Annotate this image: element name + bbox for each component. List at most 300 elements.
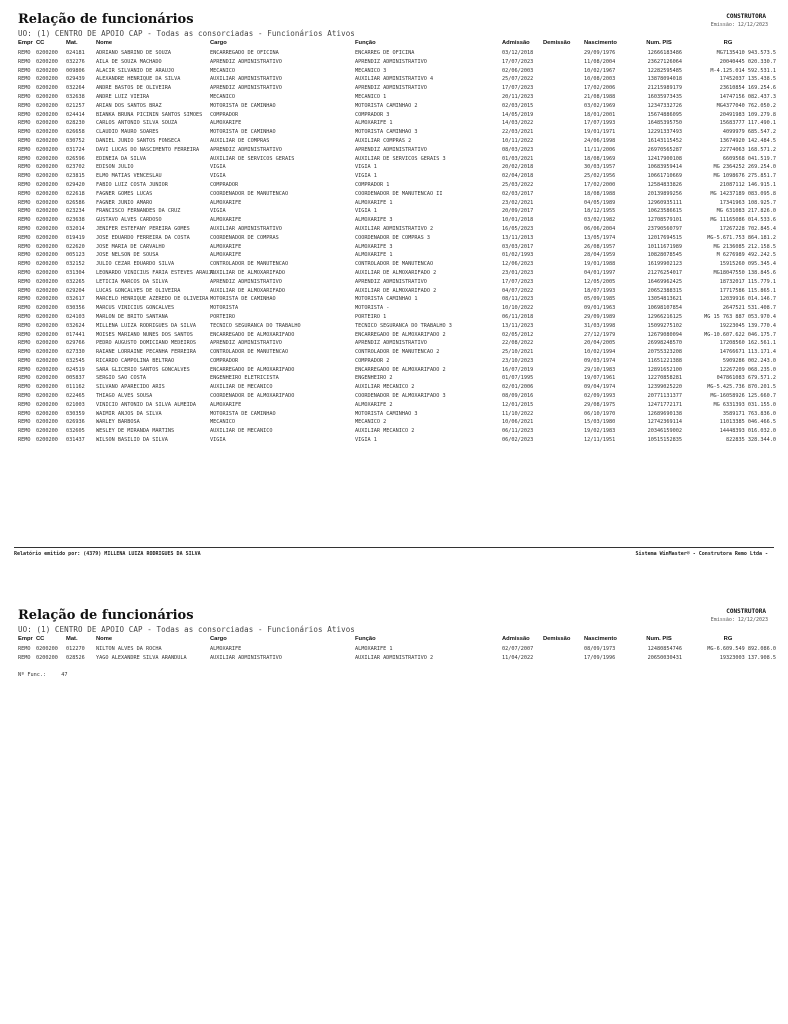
cell-funcao: COMPRADOR 1: [355, 181, 390, 188]
cell-funcao: VIGIA 1: [355, 173, 377, 180]
col-nome: Nome: [96, 636, 113, 642]
cell-admissao: 01/03/2021: [502, 155, 534, 162]
cell-nascimento: 19/01/1971: [584, 129, 616, 136]
cell-funcao: ALMOXARIFE 2: [355, 401, 393, 408]
table-row: [18, 655, 788, 664]
cell-rg: 6609568 041.519.7: [722, 155, 776, 162]
cell-funcao: ENCARREGADO DE ALMOXARIFADO 2: [355, 331, 446, 338]
cell-mat: 027330: [66, 349, 85, 356]
cell-mat: 032638: [66, 93, 85, 100]
cell-cc: 0200200: [36, 164, 58, 171]
cell-nascimento: 28/04/1959: [584, 252, 616, 259]
cell-cc: 0200200: [36, 111, 58, 118]
cell-rg: 4099979 685.547.2: [722, 129, 776, 136]
cell-nascimento: 18/12/1955: [584, 208, 616, 215]
cell-rg: 20040445 020.330.7: [719, 58, 776, 65]
table-row: [18, 349, 788, 358]
cell-rg: M 6276989 492.242.5: [716, 252, 776, 259]
cell-funcao: MECANICO 2: [355, 419, 387, 426]
cell-empr: REMO: [18, 217, 31, 224]
cell-rg: MG 14237189 083.095.8: [710, 190, 776, 197]
cell-empr: REMO: [18, 428, 31, 435]
cell-admissao: 08/09/2016: [502, 393, 534, 400]
col-rg: RG: [723, 40, 733, 46]
cell-nascimento: 09/04/1974: [584, 384, 616, 391]
cell-admissao: 25/07/2022: [502, 76, 534, 83]
company-name-page-2: CONSTRUTORA: [726, 608, 766, 615]
cell-funcao: ALMOXARIFE 1: [355, 252, 393, 259]
cell-nome: WAIMIR ANJOS DA SILVA: [96, 410, 162, 417]
cell-pis: 16485395750: [647, 120, 682, 127]
table-row: [18, 217, 788, 226]
cell-empr: REMO: [18, 93, 31, 100]
cell-cargo: MOTORISTA DE CAMINHAO: [210, 102, 276, 109]
cell-nome: DAVI LUCAS DO NASCIMENTO FERREIRA: [96, 146, 200, 153]
cell-cargo: COORDENADOR DE MANUTENCAO: [210, 190, 289, 197]
cell-funcao: ALMOXARIFE 1: [355, 646, 393, 652]
cell-funcao: ENCARREG DE OFICINA: [355, 50, 415, 56]
cell-pis: 12282595485: [647, 67, 682, 74]
cell-nascimento: 26/08/1957: [584, 243, 616, 250]
cell-cc: 0200200: [36, 296, 58, 303]
cell-mat: 023234: [66, 208, 85, 215]
cell-pis: 12399025220: [647, 384, 682, 391]
cell-mat: 012270: [66, 646, 85, 652]
table-row: [18, 437, 788, 446]
cell-mat: 005837: [66, 375, 85, 382]
cell-empr: REMO: [18, 243, 31, 250]
cell-admissao: 03/03/2017: [502, 243, 534, 250]
cell-pis: 10623586615: [647, 208, 682, 215]
cell-mat: 011162: [66, 384, 85, 391]
cell-funcao: APRENDIZ ADMINISTRATIVO: [355, 58, 427, 65]
cell-nascimento: 19/07/1961: [584, 375, 616, 382]
cell-cc: 0200200: [36, 67, 58, 74]
cell-rg: MG-5.671.753 864.181.2: [707, 234, 776, 241]
col-rg: RG: [723, 636, 733, 642]
cell-rg: 5909286 002.243.0: [722, 357, 776, 364]
cell-rg: MG 6331393 031.155.0: [713, 401, 776, 408]
cell-nascimento: 03/02/1982: [584, 217, 616, 224]
cell-cc: 0200200: [36, 278, 58, 285]
cell-admissao: 12/06/2023: [502, 261, 534, 268]
cell-cc: 0200200: [36, 129, 58, 136]
cell-funcao: MOTORISTA CAMINHAO 3: [355, 410, 418, 417]
cell-nome: VINICIO ANTONIO DA SILVA ALMEIDA: [96, 401, 196, 408]
cell-nome: CLAUDIO MAURO SOARES: [96, 129, 159, 136]
cell-pis: 16199902123: [647, 261, 682, 268]
cell-cargo: VIGIA: [210, 208, 226, 215]
cell-nome: ALACIR SILVANIO DE ARAUJO: [96, 67, 175, 74]
cell-cargo: AUXILIAR DE MECANICO: [210, 428, 273, 435]
cell-cc: 0200200: [36, 331, 58, 338]
table-row: [18, 358, 788, 367]
cell-empr: REMO: [18, 410, 31, 417]
table-row: [18, 402, 788, 411]
cell-nome: SERGIO SAO COSTA: [96, 375, 146, 382]
col-cc: CC: [36, 40, 45, 46]
cell-pis: 15099275102: [647, 322, 682, 329]
cell-cargo: MECANICO: [210, 67, 235, 74]
cell-empr: REMO: [18, 208, 31, 215]
cell-rg: 14448393 016.032.0: [719, 428, 776, 435]
cell-cargo: VIGIA: [210, 437, 226, 444]
cell-admissao: 03/12/2018: [502, 50, 534, 56]
col-empr: Empr: [18, 636, 33, 642]
table-row: [18, 288, 788, 297]
report-subtitle: UO: (1) CENTRO DE APOIO CAP - Todas as consorciadas - Funcionários Ativos: [18, 29, 355, 38]
cell-mat: 030752: [66, 137, 85, 144]
table-row: [18, 191, 788, 200]
cell-mat: 028526: [66, 654, 85, 661]
cell-admissao: 23/01/2023: [502, 269, 534, 276]
cell-rg: MG 2136085 212.158.5: [713, 243, 776, 250]
table-row: [18, 419, 788, 428]
cell-mat: 032014: [66, 225, 85, 232]
cell-pis: 12742369114: [647, 419, 682, 426]
cell-pis: 15674886095: [647, 111, 682, 118]
cell-admissao: 14/03/2022: [502, 120, 534, 127]
cell-admissao: 11/04/2022: [502, 654, 534, 661]
cell-nascimento: 10/02/1994: [584, 349, 616, 356]
col-demissao: Demissão: [543, 40, 571, 46]
cell-nascimento: 18/08/1969: [584, 155, 616, 162]
cell-nome: CARLOS ANTONIO SILVA SOUZA: [96, 120, 178, 127]
cell-pis: 12270858281: [647, 375, 682, 382]
cell-nascimento: 25/02/1956: [584, 173, 616, 180]
cell-nome: MARCUS VINICIUS GONCALVES: [96, 305, 175, 312]
table-row: [18, 305, 788, 314]
table-row: [18, 428, 788, 437]
cell-nome: LEONARDO VINICIUS FARIA ESTEVES ARAUJO: [96, 269, 215, 276]
cell-nascimento: 19/01/1988: [584, 261, 616, 268]
cell-rg: MG 1098676 275.851.7: [713, 173, 776, 180]
cell-cc: 0200200: [36, 225, 58, 232]
table-row: [18, 314, 788, 323]
cell-cargo: APRENDIZ ADMINISTRATIVO: [210, 340, 282, 347]
cell-cc: 0200200: [36, 181, 58, 188]
cell-cc: 0200200: [36, 199, 58, 206]
cell-nascimento: 04/01/1997: [584, 269, 616, 276]
cell-pis: 12017694515: [647, 234, 682, 241]
cell-nome: FAGNER GOMES LUCAS: [96, 190, 153, 197]
cell-admissao: 14/05/2019: [502, 111, 534, 118]
cell-mat: 023815: [66, 173, 85, 180]
cell-admissao: 17/07/2023: [502, 278, 534, 285]
cell-pis: 12891652100: [647, 366, 682, 373]
cell-admissao: 17/07/2023: [502, 58, 534, 65]
cell-nascimento: 29/09/1989: [584, 313, 616, 320]
cell-nascimento: 29/09/1976: [584, 50, 616, 56]
cell-cc: 0200200: [36, 646, 58, 652]
cell-empr: REMO: [18, 437, 31, 444]
cell-nome: ADRIANO SABRINO DE SOUZA: [96, 50, 171, 56]
cell-rg: 22774063 168.571.2: [719, 146, 776, 153]
cell-empr: REMO: [18, 181, 31, 188]
cell-funcao: MOTORISTA CAMINHAO 2: [355, 102, 418, 109]
cell-empr: REMO: [18, 85, 31, 92]
cell-cargo: APRENDIZ ADMINISTRATIVO: [210, 58, 282, 65]
cell-funcao: ENGENHEIRO 2: [355, 375, 393, 382]
cell-nome: FAGNER JUNIO AMARO: [96, 199, 153, 206]
cell-nome: MILLENA LUIZA RODRIGUES DA SILVA: [96, 322, 196, 329]
cell-nome: NILTON ALVES DA ROCHA: [96, 646, 162, 652]
cell-admissao: 01/07/1995: [502, 375, 534, 382]
cell-admissao: 13/11/2013: [502, 234, 534, 241]
cell-admissao: 10/10/2022: [502, 305, 534, 312]
cell-nome: SARA GLICERIO SANTOS GONCALVES: [96, 366, 190, 373]
cell-mat: 032265: [66, 278, 85, 285]
cell-mat: 032152: [66, 261, 85, 268]
cell-nascimento: 17/09/1996: [584, 654, 616, 661]
cell-mat: 032276: [66, 58, 85, 65]
cell-mat: 022465: [66, 393, 85, 400]
table-row: [18, 235, 788, 244]
footer-emitted-by: Relatório emitido por: (4379) MILLENA LUIZA RODRIGUES DA SILVA: [14, 551, 201, 557]
cell-pis: 12347332726: [647, 102, 682, 109]
cell-cargo: MOTORISTA DE CAMINHAO: [210, 129, 276, 136]
cell-nascimento: 11/11/2006: [584, 146, 616, 153]
cell-pis: 10698107854: [647, 305, 682, 312]
table-row: [18, 76, 788, 85]
cell-empr: REMO: [18, 155, 31, 162]
cell-cargo: ENCARREGADO DE ALMOXARIFADO: [210, 366, 295, 373]
cell-nome: RICARDO CAMPOLINA BELTRAO: [96, 357, 175, 364]
cell-pis: 16035973435: [647, 93, 682, 100]
cell-rg: 17717586 115.865.1: [719, 287, 776, 294]
cell-mat: 023638: [66, 217, 85, 224]
cell-admissao: 08/11/2023: [502, 296, 534, 303]
table-row: [18, 164, 788, 173]
cell-rg: 19323003 137.908.5: [719, 654, 776, 661]
cell-mat: 029439: [66, 76, 85, 83]
cell-mat: 022618: [66, 190, 85, 197]
cell-nascimento: 15/03/1980: [584, 419, 616, 426]
cell-funcao: AUXILIAR ADMINISTRATIVO 4: [355, 76, 434, 83]
col-cargo: Cargo: [210, 636, 227, 642]
cell-pis: 12480854746: [647, 646, 682, 652]
cell-cc: 0200200: [36, 155, 58, 162]
cell-rg: MG-6.609.549 892.086.0: [707, 646, 776, 652]
table-row: [18, 244, 788, 253]
cell-funcao: AUXILIAR COMPRAS 2: [355, 137, 412, 144]
col-pis: Num. PIS: [646, 636, 672, 642]
cell-funcao: COORDENADOR DE MANUTENCAO II: [355, 190, 443, 197]
cell-mat: 023702: [66, 164, 85, 171]
cell-admissao: 06/02/2023: [502, 437, 534, 444]
cell-mat: 032264: [66, 85, 85, 92]
cell-rg: 17208560 162.561.1: [719, 340, 776, 347]
cell-cc: 0200200: [36, 269, 58, 276]
cell-funcao: ALMOXARIFE 1: [355, 120, 393, 127]
cell-nascimento: 17/02/2006: [584, 85, 616, 92]
cell-nascimento: 18/08/1988: [584, 190, 616, 197]
employee-count-label: Nº Func.:: [18, 672, 47, 678]
cell-funcao: MOTORISTA CAMINHAO 3: [355, 129, 418, 136]
footer-divider: [14, 547, 774, 548]
cell-empr: REMO: [18, 419, 31, 426]
cell-admissao: 11/10/2022: [502, 410, 534, 417]
table-row: [18, 270, 788, 279]
cell-pis: 11651221388: [647, 357, 682, 364]
cell-cargo: APRENDIZ ADMINISTRATIVO: [210, 146, 282, 153]
cell-pis: 20346159002: [647, 428, 682, 435]
cell-rg: 19223045 139.770.4: [719, 322, 776, 329]
employee-count: [18, 672, 67, 678]
cell-mat: 026586: [66, 199, 85, 206]
col-empr: Empr: [18, 40, 33, 46]
col-nascimento: Nascimento: [584, 636, 617, 642]
cell-admissao: 22/03/2021: [502, 129, 534, 136]
cell-empr: REMO: [18, 146, 31, 153]
cell-pis: 12960935111: [647, 199, 682, 206]
cell-cc: 0200200: [36, 428, 58, 435]
cell-nascimento: 05/09/1985: [584, 296, 616, 303]
report-title: Relação de funcionários: [18, 12, 194, 27]
cell-funcao: APRENDIZ ADMINISTRATIVO: [355, 278, 427, 285]
cell-cargo: APRENDIZ ADMINISTRATIVO: [210, 278, 282, 285]
cell-empr: REMO: [18, 225, 31, 232]
cell-cc: 0200200: [36, 76, 58, 83]
cell-nome: JOSE EDUARDO FERREIRA DA COSTA: [96, 234, 190, 241]
table-row: [18, 103, 788, 112]
cell-rg: MG4377040 762.050.2: [716, 102, 776, 109]
cell-nome: RAIANE LORRAINE PECANHA FERREIRA: [96, 349, 196, 356]
cell-rg: 14747156 082.437.3: [719, 93, 776, 100]
cell-nascimento: 31/03/1998: [584, 322, 616, 329]
cell-mat: 031724: [66, 146, 85, 153]
cell-rg: MG-5.425.736 870.201.5: [707, 384, 776, 391]
cell-pis: 10828078545: [647, 252, 682, 259]
cell-cargo: ENGENHEIRO ELETRICISTA: [210, 375, 279, 382]
cell-rg: 047861083 679.571.2: [716, 375, 776, 382]
table-row: [18, 279, 788, 288]
table-row: [18, 68, 788, 77]
cell-rg: 822835 328.344.0: [726, 437, 776, 444]
cell-mat: 031304: [66, 269, 85, 276]
cell-cargo: ALMOXARIFE: [210, 252, 242, 259]
col-mat: Mat.: [66, 40, 78, 46]
cell-cargo: ALMOXARIFE: [210, 243, 242, 250]
cell-funcao: VIGIA 1: [355, 164, 377, 171]
cell-cargo: VIGIA: [210, 164, 226, 171]
cell-admissao: 02/01/2006: [502, 384, 534, 391]
cell-funcao: MOTORISTA CAMINHAO 1: [355, 296, 418, 303]
cell-pis: 21215989179: [647, 85, 682, 92]
cell-empr: REMO: [18, 313, 31, 320]
cell-cc: 0200200: [36, 234, 58, 241]
cell-rg: 13674920 142.484.5: [719, 137, 776, 144]
cell-empr: REMO: [18, 137, 31, 144]
cell-cargo: MECANICO: [210, 93, 235, 100]
cell-mat: 017441: [66, 331, 85, 338]
cell-mat: 024519: [66, 366, 85, 373]
cell-empr: REMO: [18, 366, 31, 373]
cell-mat: 029420: [66, 181, 85, 188]
cell-admissao: 12/01/2015: [502, 401, 534, 408]
cell-cargo: AUXILIAR ADMINISTRATIVO: [210, 654, 282, 661]
cell-cargo: COMPRADOR: [210, 181, 239, 188]
cell-admissao: 02/06/2003: [502, 67, 534, 74]
cell-nome: JULIO CEZAR EDUARDO SILVA: [96, 261, 175, 268]
table-header: [18, 40, 788, 49]
cell-cc: 0200200: [36, 261, 58, 268]
cell-empr: REMO: [18, 393, 31, 400]
cell-nascimento: 29/08/1975: [584, 401, 616, 408]
col-demissao: Demissão: [543, 636, 571, 642]
cell-nome: EDINEIA DA SILVA: [96, 155, 146, 162]
cell-nascimento: 08/09/1973: [584, 646, 616, 652]
cell-admissao: 06/11/2018: [502, 313, 534, 320]
cell-rg: MG 15 763 887 053.970.4: [704, 313, 776, 320]
cell-cc: 0200200: [36, 322, 58, 329]
cell-pis: 23627126064: [647, 58, 682, 65]
cell-nome: ARIAN DOS SANTOS BRAZ: [96, 102, 162, 109]
cell-admissao: 16/07/2019: [502, 366, 534, 373]
cell-funcao: VIGIA 1: [355, 437, 377, 444]
cell-empr: REMO: [18, 111, 31, 118]
cell-empr: REMO: [18, 296, 31, 303]
table-row: [18, 261, 788, 270]
cell-nome: MARLON DE BRITO SANTANA: [96, 313, 168, 320]
cell-pis: 12708579101: [647, 217, 682, 224]
cell-empr: REMO: [18, 173, 31, 180]
cell-empr: REMO: [18, 340, 31, 347]
cell-funcao: ALMOXARIFE 3: [355, 243, 393, 250]
cell-nascimento: 19/02/1983: [584, 428, 616, 435]
cell-cc: 0200200: [36, 305, 58, 312]
col-mat: Mat.: [66, 636, 78, 642]
cell-empr: REMO: [18, 384, 31, 391]
cell-admissao: 10/01/2018: [502, 217, 534, 224]
cell-cc: 0200200: [36, 349, 58, 356]
cell-admissao: 02/03/2015: [502, 102, 534, 109]
table-row: [18, 208, 788, 217]
cell-pis: 16143115452: [647, 137, 682, 144]
cell-rg: 17341963 108.925.7: [719, 199, 776, 206]
cell-funcao: ALMOXARIFE 1: [355, 199, 393, 206]
cell-empr: REMO: [18, 234, 31, 241]
cell-mat: 030359: [66, 410, 85, 417]
cell-cc: 0200200: [36, 190, 58, 197]
cell-cc: 0200200: [36, 58, 58, 65]
cell-admissao: 25/03/2022: [502, 181, 534, 188]
cell-pis: 10683959414: [647, 164, 682, 171]
cell-cc: 0200200: [36, 366, 58, 373]
cell-cargo: COORDENADOR DE COMPRAS: [210, 234, 279, 241]
cell-mat: 024103: [66, 313, 85, 320]
cell-cargo: AUXILIAR DE ALMOXARIFADO: [210, 287, 285, 294]
cell-mat: 030356: [66, 305, 85, 312]
cell-mat: 005123: [66, 252, 85, 259]
cell-admissao: 08/03/2023: [502, 146, 534, 153]
cell-cargo: PORTEIRO: [210, 313, 235, 320]
cell-empr: REMO: [18, 252, 31, 259]
cell-cargo: AUXILIAR DE SERVICOS GERAIS: [210, 155, 295, 162]
cell-rg: 23610854 169.254.6: [719, 85, 776, 92]
table-header-page-2: [18, 636, 788, 645]
cell-pis: 12291337493: [647, 129, 682, 136]
cell-cargo: VIGIA: [210, 173, 226, 180]
cell-nome: MARCELO HENRIQUE AZEREDO DE OLIVEIRA: [96, 296, 209, 303]
cell-nascimento: 03/02/1969: [584, 102, 616, 109]
table-row: [18, 173, 788, 182]
cell-empr: REMO: [18, 120, 31, 127]
cell-rg: MG 631083 217.826.0: [716, 208, 776, 215]
table-row: [18, 375, 788, 384]
cell-nome: ANDRE BASTOS DE OLIVEIRA: [96, 85, 171, 92]
cell-cc: 0200200: [36, 102, 58, 109]
